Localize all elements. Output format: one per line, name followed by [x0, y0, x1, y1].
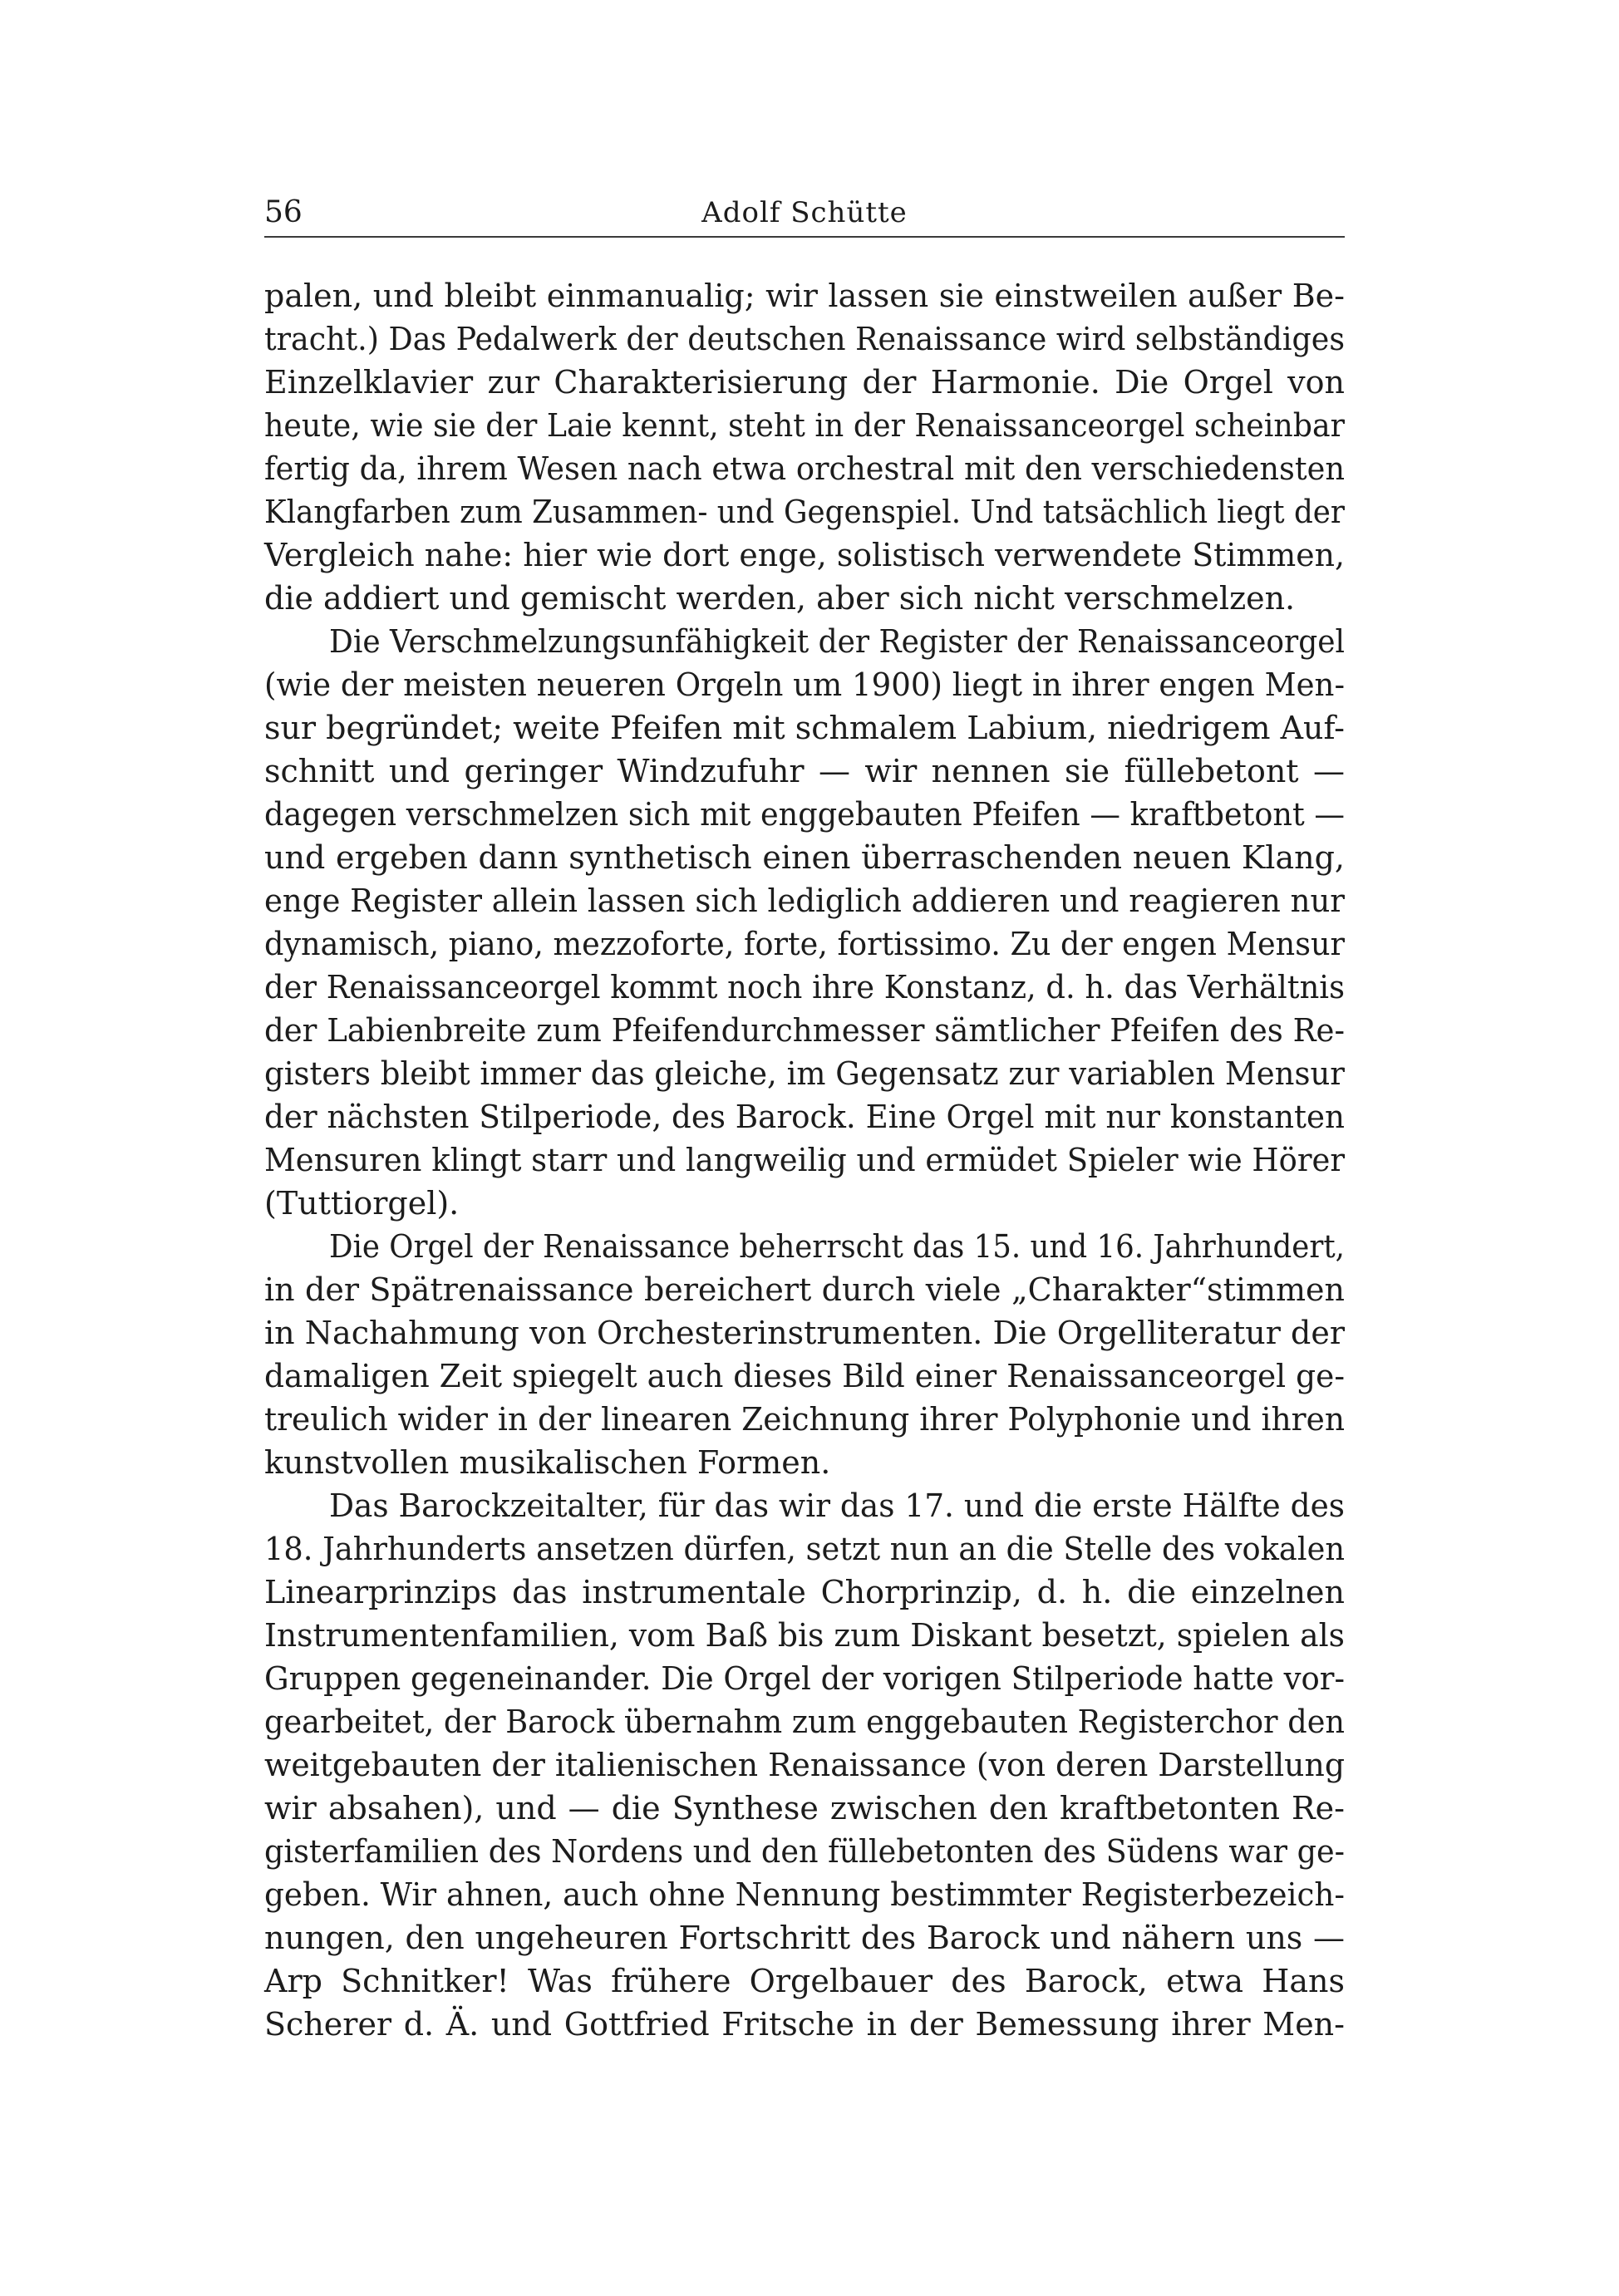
text-line: enge Register allein lassen sich lediglich addieren und reagieren nur — [264, 883, 1345, 919]
text-line: (wie der meisten neueren Orgeln um 1900) liegt in ihrer engen Men- — [264, 666, 1345, 703]
text-line: gisterfamilien des Nordens und den füllebetonten des Südens war ge- — [264, 1833, 1345, 1870]
page-header — [264, 189, 1345, 238]
text-line: gisters bleibt immer das gleiche, im Gegensatz zur variablen Mensur — [264, 1055, 1345, 1092]
text-line: tracht.) Das Pedalwerk der deutschen Renaissance wird selbständiges — [264, 321, 1345, 357]
text-line: Scherer d. Ä. und Gottfried Fritsche in der Bemessung ihrer Men- — [264, 2006, 1345, 2043]
text-line: die addiert und gemischt werden, aber sich nicht verschmelzen. — [264, 580, 1296, 617]
text-line: Instrumentenfamilien, vom Baß bis zum Diskant besetzt, spielen als — [264, 1617, 1345, 1654]
text-line: treulich wider in der linearen Zeichnung ihrer Polyphonie und ihren — [264, 1401, 1345, 1438]
text-line: gearbeitet, der Barock übernahm zum enggebauten Registerchor den — [264, 1704, 1345, 1740]
text-line: Das Barockzeitalter, für das wir das 17. und die erste Hälfte des — [329, 1487, 1345, 1524]
text-line: der nächsten Stilperiode, des Barock. Eine Orgel mit nur konstanten — [264, 1099, 1345, 1135]
text-line: heute, wie sie der Laie kennt, steht in der Renaissanceorgel scheinbar — [264, 407, 1345, 444]
body-text — [264, 274, 1345, 2046]
running-head: Adolf Schütte — [701, 196, 908, 229]
text-line: in der Spätrenaissance bereichert durch viele „Charakter“stimmen — [264, 1271, 1345, 1308]
text-line: Einzelklavier zur Charakterisierung der Harmonie. Die Orgel von — [264, 364, 1345, 401]
text-line: Mensuren klingt starr und langweilig und ermüdet Spieler wie Hörer — [264, 1142, 1345, 1178]
text-line: und ergeben dann synthetisch einen überraschenden neuen Klang, — [264, 839, 1345, 876]
text-line: palen, und bleibt einmanualig; wir lassen sie einstweilen außer Be- — [264, 278, 1345, 314]
text-line: Linearprinzips das instrumentale Chorprinzip, d. h. die einzelnen — [264, 1574, 1345, 1610]
text-line: wir absahen), und — die Synthese zwischen den kraftbetonten Re- — [264, 1790, 1345, 1826]
text-line: weitgebauten der italienischen Renaissance (von deren Darstellung — [264, 1747, 1345, 1783]
text-line: der Renaissanceorgel kommt noch ihre Konstanz, d. h. das Verhältnis — [264, 969, 1345, 1005]
text-line: Die Orgel der Renaissance beherrscht das 15. und 16. Jahrhundert, — [329, 1228, 1345, 1265]
text-line: Vergleich nahe: hier wie dort enge, solistisch verwendete Stimmen, — [264, 537, 1345, 573]
text-line: (Tuttiorgel). — [264, 1185, 460, 1222]
text-line: fertig da, ihrem Wesen nach etwa orchestral mit den verschiedensten — [264, 450, 1345, 487]
text-line: damaligen Zeit spiegelt auch dieses Bild einer Renaissanceorgel ge- — [264, 1358, 1345, 1394]
text-line: dynamisch, piano, mezzoforte, forte, fortissimo. Zu der engen Mensur — [264, 926, 1345, 962]
text-line: in Nachahmung von Orchesterinstrumenten. Die Orgelliteratur der — [264, 1315, 1345, 1351]
text-line: Arp Schnitker! Was frühere Orgelbauer des Barock, etwa Hans — [264, 1963, 1345, 1999]
text-line: 18. Jahrhunderts ansetzen dürfen, setzt nun an die Stelle des vokalen — [264, 1531, 1345, 1567]
text-line: Gruppen gegeneinander. Die Orgel der vorigen Stilperiode hatte vor- — [264, 1660, 1345, 1697]
text-line: der Labienbreite zum Pfeifendurchmesser sämtlicher Pfeifen des Re- — [264, 1012, 1345, 1049]
text-line: schnitt und geringer Windzufuhr — wir nennen sie füllebetont — — [264, 753, 1345, 789]
text-line: sur begründet; weite Pfeifen mit schmalem Labium, niedrigem Auf- — [264, 710, 1345, 746]
text-line: dagegen verschmelzen sich mit enggebauten Pfeifen — kraftbetont — — [264, 796, 1345, 833]
text-line: Klangfarben zum Zusammen- und Gegenspiel. Und tatsächlich liegt der — [264, 494, 1345, 530]
page-number: 56 — [264, 195, 303, 229]
text-line: nungen, den ungeheuren Fortschritt des Barock und nähern uns — — [264, 1920, 1345, 1956]
text-line: geben. Wir ahnen, auch ohne Nennung bestimmter Registerbezeich- — [264, 1876, 1345, 1913]
text-line: kunstvollen musikalischen Formen. — [264, 1444, 831, 1481]
text-line: Die Verschmelzungsunfähigkeit der Register der Renaissanceorgel — [329, 623, 1345, 660]
